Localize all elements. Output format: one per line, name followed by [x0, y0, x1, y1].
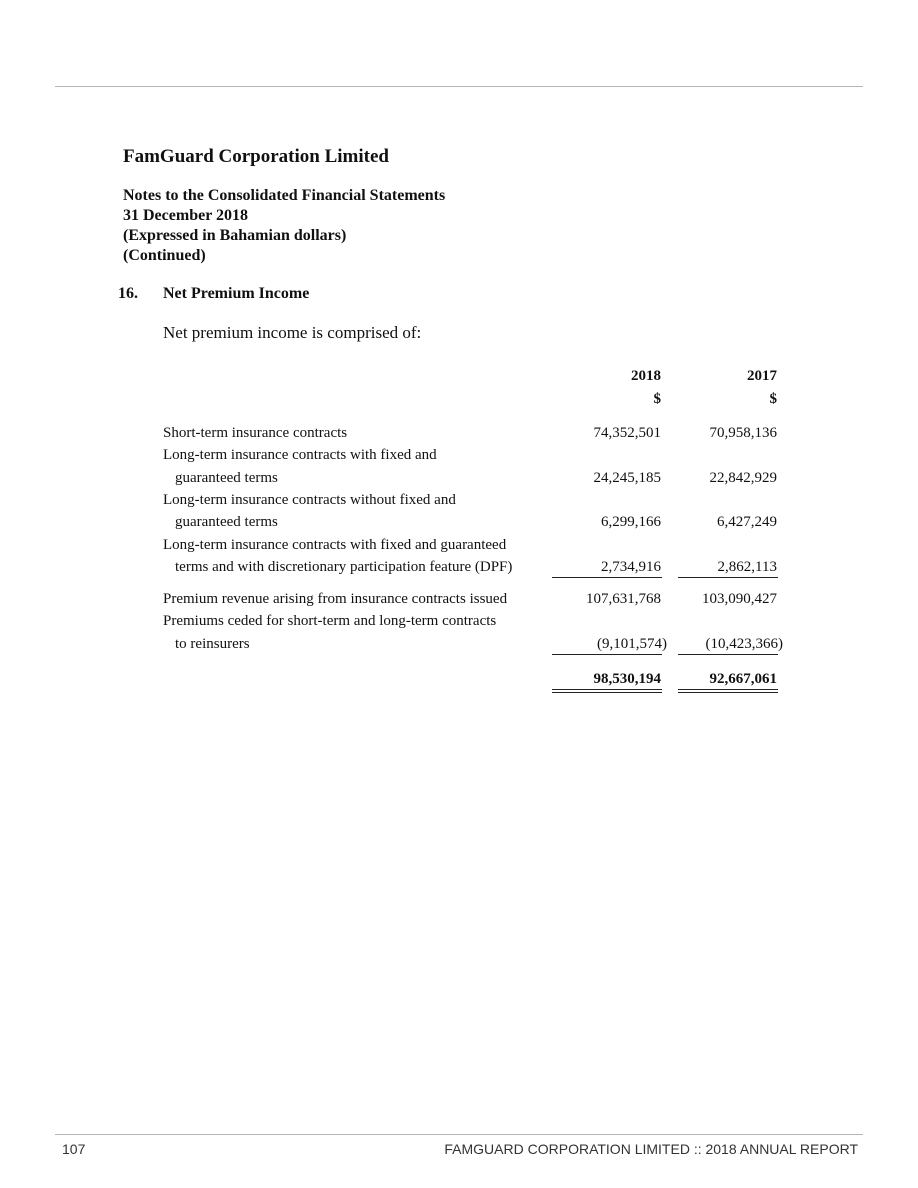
total-value-2018: 98,530,194 — [593, 671, 661, 687]
row-value-2018: 74,352,501 — [593, 425, 661, 441]
row-value-2018: 24,245,185 — [593, 470, 661, 486]
subtotal-underline-2017 — [678, 577, 778, 578]
footer-rule — [55, 1134, 863, 1135]
statement-title: Notes to the Consolidated Financial Statements — [123, 187, 446, 204]
row-value-2017: 103,090,427 — [702, 591, 777, 607]
page-number: 107 — [62, 1141, 86, 1157]
row-label-continued: guaranteed terms — [175, 470, 278, 486]
row-label-continued: terms and with discretionary participation feature (DPF) — [175, 559, 513, 575]
row-label: Long-term insurance contracts without fixed and — [163, 492, 456, 508]
row-value-2017: 6,427,249 — [717, 514, 777, 530]
currency-note: (Expressed in Bahamian dollars) — [123, 227, 347, 244]
total-value-2017: 92,667,061 — [709, 671, 777, 687]
row-label-continued: to reinsurers — [175, 636, 250, 652]
total-top-rule-2018 — [552, 654, 662, 655]
row-value-2017: 22,842,929 — [709, 470, 777, 486]
total-double-underline-2017-a — [678, 689, 778, 690]
column-year-2017: 2017 — [747, 368, 777, 384]
continued-note: (Continued) — [123, 247, 206, 264]
row-label: Short-term insurance contracts — [163, 425, 348, 441]
row-label: Premium revenue arising from insurance contracts issued — [163, 591, 508, 607]
total-double-underline-2018-b — [552, 692, 662, 693]
row-label: Long-term insurance contracts with fixed and guaranteed — [163, 537, 507, 553]
column-year-2018: 2018 — [631, 368, 661, 384]
company-name: FamGuard Corporation Limited — [123, 146, 389, 167]
row-value-2018: (9,101,574) — [597, 636, 667, 652]
row-value-2017: 2,862,113 — [717, 559, 777, 575]
row-value-2017: (10,423,366) — [705, 636, 783, 652]
subtotal-underline-2018 — [552, 577, 662, 578]
row-label: Long-term insurance contracts with fixed and — [163, 447, 437, 463]
row-label-continued: guaranteed terms — [175, 514, 278, 530]
column-unit-2017: $ — [769, 391, 777, 407]
total-double-underline-2018-a — [552, 689, 662, 690]
row-label: Premiums ceded for short-term and long-term contracts — [163, 613, 497, 629]
row-value-2018: 107,631,768 — [586, 591, 661, 607]
footer-report-title: FAMGUARD CORPORATION LIMITED :: 2018 ANNUAL REPORT — [444, 1141, 858, 1157]
top-rule — [55, 86, 863, 87]
total-top-rule-2017 — [678, 654, 778, 655]
row-value-2018: 6,299,166 — [601, 514, 661, 530]
section-title: Net Premium Income — [163, 285, 310, 302]
section-number: 16. — [118, 285, 138, 302]
column-unit-2018: $ — [653, 391, 661, 407]
row-value-2017: 70,958,136 — [709, 425, 777, 441]
statement-date: 31 December 2018 — [123, 207, 248, 224]
total-double-underline-2017-b — [678, 692, 778, 693]
row-value-2018: 2,734,916 — [601, 559, 661, 575]
section-intro: Net premium income is comprised of: — [163, 323, 422, 342]
